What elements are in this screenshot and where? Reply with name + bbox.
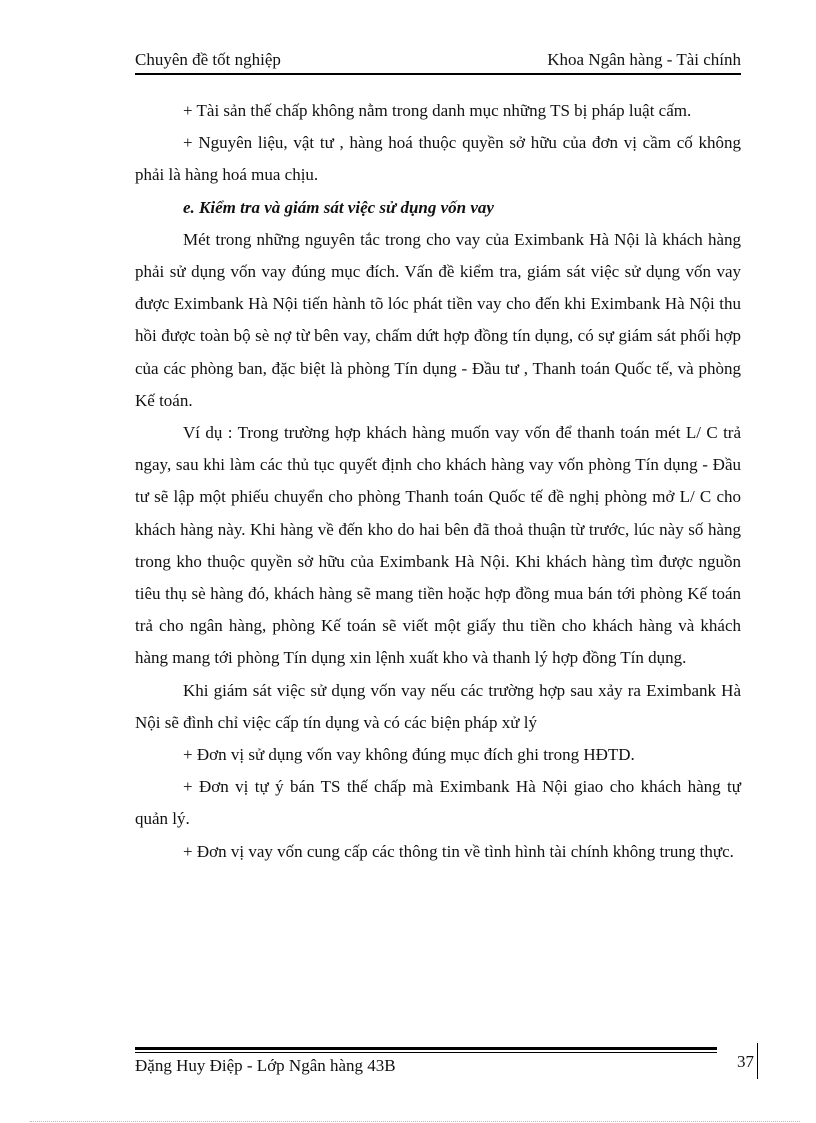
page-number: 37	[737, 1052, 754, 1071]
document-body	[135, 95, 741, 868]
footer-divider-thin	[135, 1052, 717, 1053]
section-heading: e. Kiểm tra và giám sát việc sử dụng vốn vay	[183, 197, 494, 217]
page-bottom-edge	[30, 1121, 800, 1122]
page-header	[135, 50, 741, 72]
list-item-misuse: + Đơn vị sử dụng vốn vay không đúng mục đích ghi trong HĐTD.	[183, 745, 635, 765]
paragraph-principle: Mét trong những nguyên tắc trong cho vay của Eximbank Hà Nội là khách hàng phải sử dụng vốn vay đúng mục đích. Vấn đề kiểm tra, giám sát việc sử dụng vốn vay được Eximbank Hà Nội tiến hành tõ lóc phát tiền vay cho đến khi Eximbank Hà Nội thu hồi được toàn bộ sè nợ từ bên vay, chấm dứt hợp đồng tín dụng, có sự giám sát phối hợp của các phòng ban, đặc biệt là phòng Tín dụng - Đầu tư , Thanh toán Quốc tế, và phòng Kế toán.	[135, 229, 741, 410]
footer-author: Đặng Huy Điệp - Lớp Ngân hàng 43B	[135, 1056, 396, 1075]
list-item-sold-collateral: + Đơn vị tự ý bán TS thế chấp mà Eximbank Hà Nội giao cho khách hàng tự quản lý.	[135, 777, 741, 829]
paragraph-materials-owned: + Nguyên liệu, vật tư , hàng hoá thuộc quyền sở hữu của đơn vị cầm cố không phải là hàng hoá mua chịu.	[135, 133, 741, 185]
paragraph-example: Ví dụ : Trong trường hợp khách hàng muốn vay vốn để thanh toán mét L/ C trả ngay, sau khi làm các thủ tục quyết định cho khách hàng vay vốn phòng Tín dụng - Đầu tư sẽ lập một phiếu chuyển cho phòng Thanh toán Quốc tế đề nghị phòng mở L/ C cho khách hàng này. Khi hàng về đến kho do hai bên đã thoả thuận từ trước, lúc này số hàng trong kho thuộc quyền sở hữu của Eximbank Hà Nội. Khi khách hàng tìm được nguồn tiêu thụ sè hàng đó, khách hàng sẽ mang tiền hoặc hợp đồng mua bán tới phòng Kế toán trả cho ngân hàng, phòng Kế toán sẽ viết một giấy thu tiền cho khách hàng và khách hàng mang tới phòng Tín dụng xin lệnh xuất kho và thanh lý hợp đồng Tín dụng.	[135, 423, 741, 668]
paragraph-monitoring: Khi giám sát việc sử dụng vốn vay nếu các trường hợp sau xảy ra Eximbank Hà Nội sẽ đình chỉ việc cấp tín dụng và có các biện pháp xử lý	[135, 680, 741, 732]
list-item-false-info: + Đơn vị vay vốn cung cấp các thông tin về tình hình tài chính không trung thực.	[183, 841, 734, 861]
header-faculty: Khoa Ngân hàng - Tài chính	[547, 50, 741, 69]
header-thesis-title: Chuyên đề tốt nghiệp	[135, 50, 281, 69]
page-number-frame	[757, 1043, 758, 1079]
paragraph-collateral-not-banned: + Tài sản thế chấp không nằm trong danh mục những TS bị pháp luật cấm.	[183, 101, 692, 120]
footer-divider-thick	[135, 1047, 717, 1050]
header-divider	[135, 73, 741, 75]
